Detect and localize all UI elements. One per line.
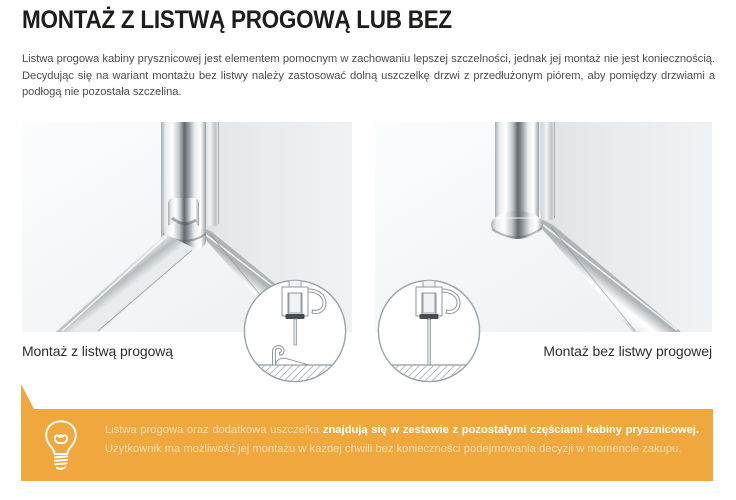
page-title: MONTAŻ Z LISTWĄ PROGOWĄ LUB BEZ (22, 6, 452, 34)
tip-text (105, 421, 699, 458)
tip-line-2: Użytkownik ma możliwość jej montażu w każdej chwili bez konieczności podejmowania decyzji w momencie zakupu. (105, 442, 682, 455)
detail-diagram-without-strip (376, 278, 482, 384)
figure-area (22, 122, 714, 390)
intro-paragraph: Listwa progowa kabiny prysznicowej jest elementem pomocnym w zachowaniu lepszej szczelności, jednak jej montaż nie jest koniecznością. Decydując się na wariant montażu bez listwy należy zastosować dolną uszczelkę drzwi z przedłużonym piórem, aby pomiędzy drzwiami a podłogą nie pozostała szczelina. (22, 53, 715, 99)
detail-diagram-with-strip (242, 278, 348, 384)
tip-banner (21, 409, 713, 481)
caption-with-strip: Montaż z listwą progową (22, 343, 173, 359)
tip-line-1: Listwa progowa oraz dodatkowa uszczelka znajdują się w zestawie z pozostałymi częściami kabiny prysznicowej. (105, 424, 700, 436)
lightbulb-icon (42, 419, 80, 472)
caption-without-strip: Montaż bez listwy progowej (543, 343, 712, 359)
